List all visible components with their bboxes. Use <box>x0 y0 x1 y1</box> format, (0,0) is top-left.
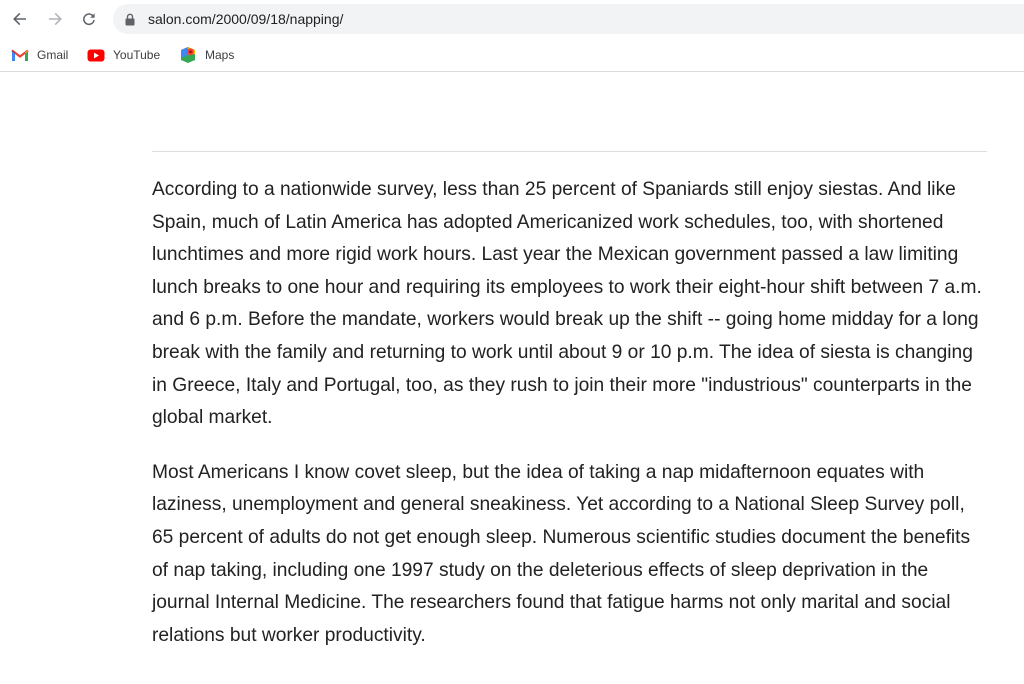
maps-icon <box>179 46 197 64</box>
bookmark-label: YouTube <box>113 48 161 62</box>
gmail-icon <box>11 46 29 64</box>
reload-icon[interactable] <box>76 6 102 32</box>
url-text[interactable]: salon.com/2000/09/18/napping/ <box>148 11 344 27</box>
back-arrow-icon[interactable] <box>7 6 33 32</box>
bookmark-youtube[interactable] <box>87 43 160 67</box>
bookmark-maps[interactable] <box>179 43 234 67</box>
bookmark-label: Maps <box>205 48 235 62</box>
bookmarks-bar <box>0 38 1024 72</box>
lock-icon <box>123 12 137 26</box>
divider <box>152 151 987 152</box>
forward-arrow-icon[interactable] <box>42 6 68 32</box>
address-bar[interactable] <box>113 4 1024 34</box>
bookmark-label: Gmail <box>37 48 69 62</box>
article-paragraph: Most Americans I know covet sleep, but the idea of taking a nap midafternoon equates with laziness, unemployment and general sneakiness. Yet according to a National Sleep Survey poll, 65 percent of adults do not get enough sleep. Numerous scientific studies document the benefits of nap taking, including one 1997 study on the deleterious effects of sleep deprivation in the journal Internal Medicine. The researchers found that fatigue harms not only marital and social relations but worker productivity. <box>152 461 971 646</box>
bookmark-gmail[interactable] <box>11 43 68 67</box>
article-paragraph: According to a nationwide survey, less than 25 percent of Spaniards still enjoy siestas. And like Spain, much of Latin America has adopted Americanized work schedules, too, with shortened lunchtimes and more rigid work hours. Last year the Mexican government passed a law limiting lunch breaks to one hour and requiring its employees to work their eight-hour shift between 7 a.m. and 6 p.m. Before the mandate, workers would break up the shift -- going home midday for a long break with the family and returning to work until about 9 or 10 p.m. The idea of siesta is changing in Greece, Italy and Portugal, too, as they rush to join their more "industrious" counterparts in the global market. <box>152 179 982 429</box>
youtube-icon <box>87 46 105 64</box>
article-body <box>152 174 987 674</box>
page-content <box>0 73 1024 684</box>
browser-toolbar <box>0 0 1024 38</box>
